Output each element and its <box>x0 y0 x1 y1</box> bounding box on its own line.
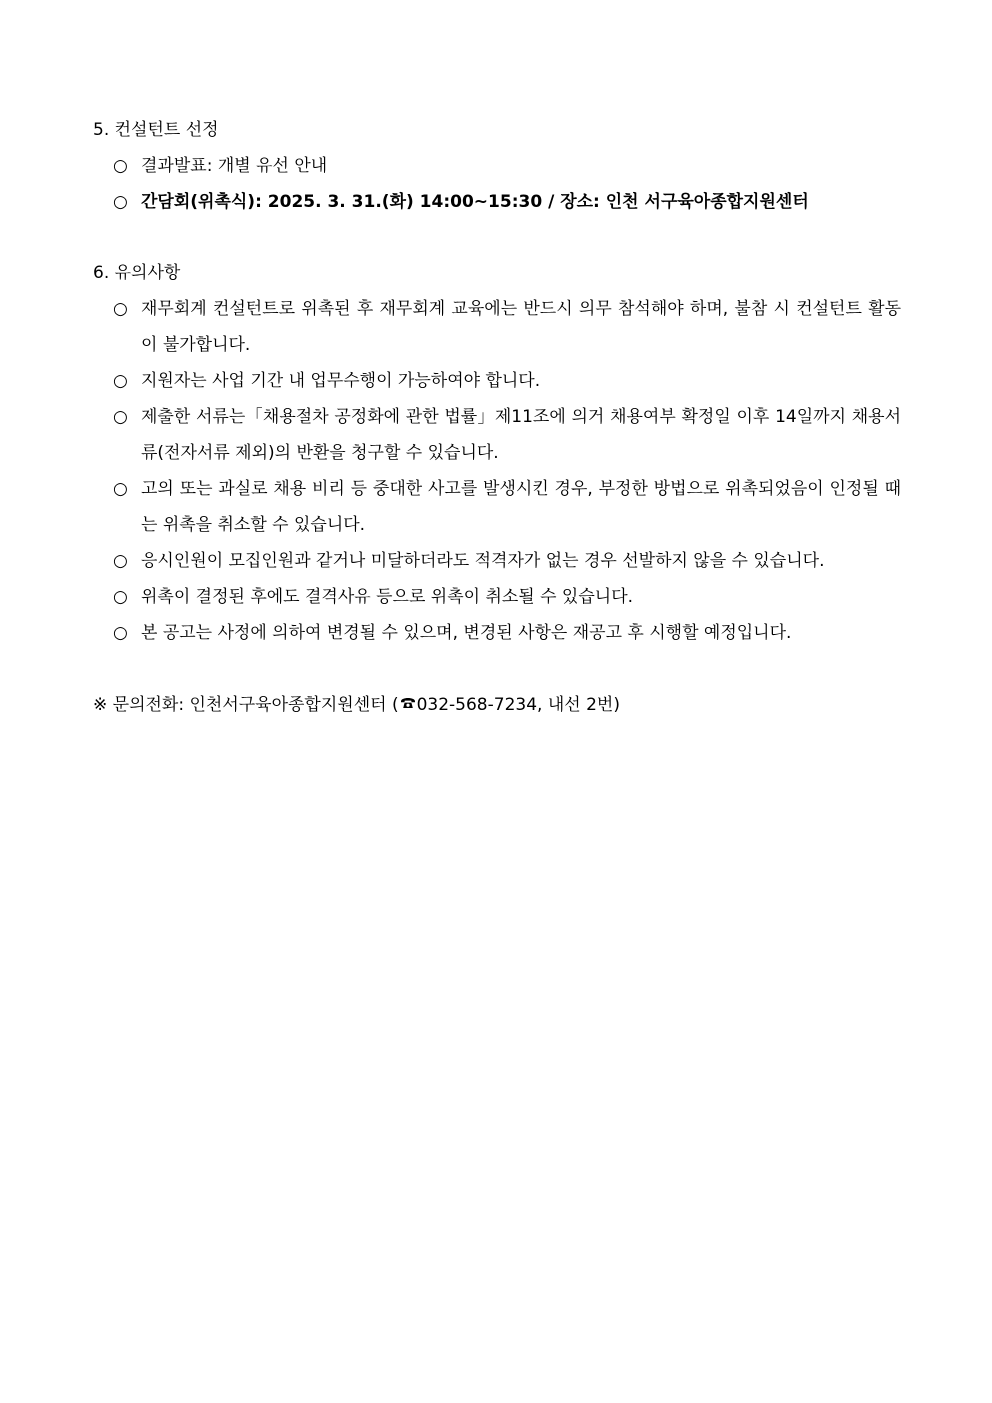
circle-bullet: ○ <box>113 551 128 571</box>
circle-bullet: ○ <box>113 479 128 499</box>
telephone-icon <box>400 686 416 722</box>
list-item <box>113 579 901 615</box>
contact-open-paren: ( <box>391 695 399 715</box>
reference-mark: ※ <box>93 695 108 715</box>
circle-bullet: ○ <box>113 156 128 176</box>
section-6-list <box>93 291 901 651</box>
section-5-heading: 5. 컨설턴트 선정 <box>93 120 219 140</box>
result-announcement-text: 결과발표: 개별 유선 안내 <box>141 156 328 176</box>
note-text: 제출한 서류는「채용절차 공정화에 관한 법률」제11조에 의거 채용여부 확정일 이후 14일까지 채용서류(전자서류 제외)의 반환을 청구할 수 있습니다. <box>141 407 901 463</box>
contact-label: 문의전화: 인천서구육아종합지원센터 <box>112 695 387 715</box>
circle-bullet: ○ <box>113 299 128 319</box>
list-item <box>113 363 901 399</box>
note-text: 위촉이 결정된 후에도 결격사유 등으로 위촉이 취소될 수 있습니다. <box>141 587 634 607</box>
list-item <box>113 291 901 363</box>
note-text: 응시인원이 모집인원과 같거나 미달하더라도 적격자가 없는 경우 선발하지 않을 수 있습니다. <box>141 551 825 571</box>
note-text: 재무회계 컨설턴트로 위촉된 후 재무회계 교육에는 반드시 의무 참석해야 하며, 불참 시 컨설턴트 활동이 불가합니다. <box>141 299 901 355</box>
section-consultant-selection <box>93 112 901 220</box>
list-item <box>113 543 901 579</box>
list-item <box>113 184 901 220</box>
list-item <box>113 399 901 471</box>
circle-bullet: ○ <box>113 587 128 607</box>
circle-bullet: ○ <box>113 623 128 643</box>
circle-bullet: ○ <box>113 407 128 427</box>
section-notes <box>93 255 901 651</box>
circle-bullet: ○ <box>113 371 128 391</box>
note-text: 고의 또는 과실로 채용 비리 등 중대한 사고를 발생시킨 경우, 부정한 방법으로 위촉되었음이 인정될 때는 위촉을 취소할 수 있습니다. <box>141 479 901 535</box>
section-5-list <box>93 148 901 220</box>
circle-bullet: ○ <box>113 192 128 212</box>
list-item <box>113 148 901 184</box>
note-text: 본 공고는 사정에 의하여 변경될 수 있으며, 변경된 사항은 재공고 후 시행할 예정입니다. <box>141 623 792 643</box>
section-6-heading: 6. 유의사항 <box>93 263 181 283</box>
document-body <box>93 112 901 722</box>
contact-phone: 032-568-7234, 내선 2번) <box>416 695 620 715</box>
meeting-info-text: 간담회(위촉식): 2025. 3. 31.(화) 14:00~15:30 / 장소: 인천 서구육아종합지원센터 <box>141 192 809 212</box>
list-item <box>113 615 901 651</box>
note-text: 지원자는 사업 기간 내 업무수행이 가능하여야 합니다. <box>141 371 541 391</box>
contact-info <box>93 686 901 722</box>
list-item <box>113 471 901 543</box>
